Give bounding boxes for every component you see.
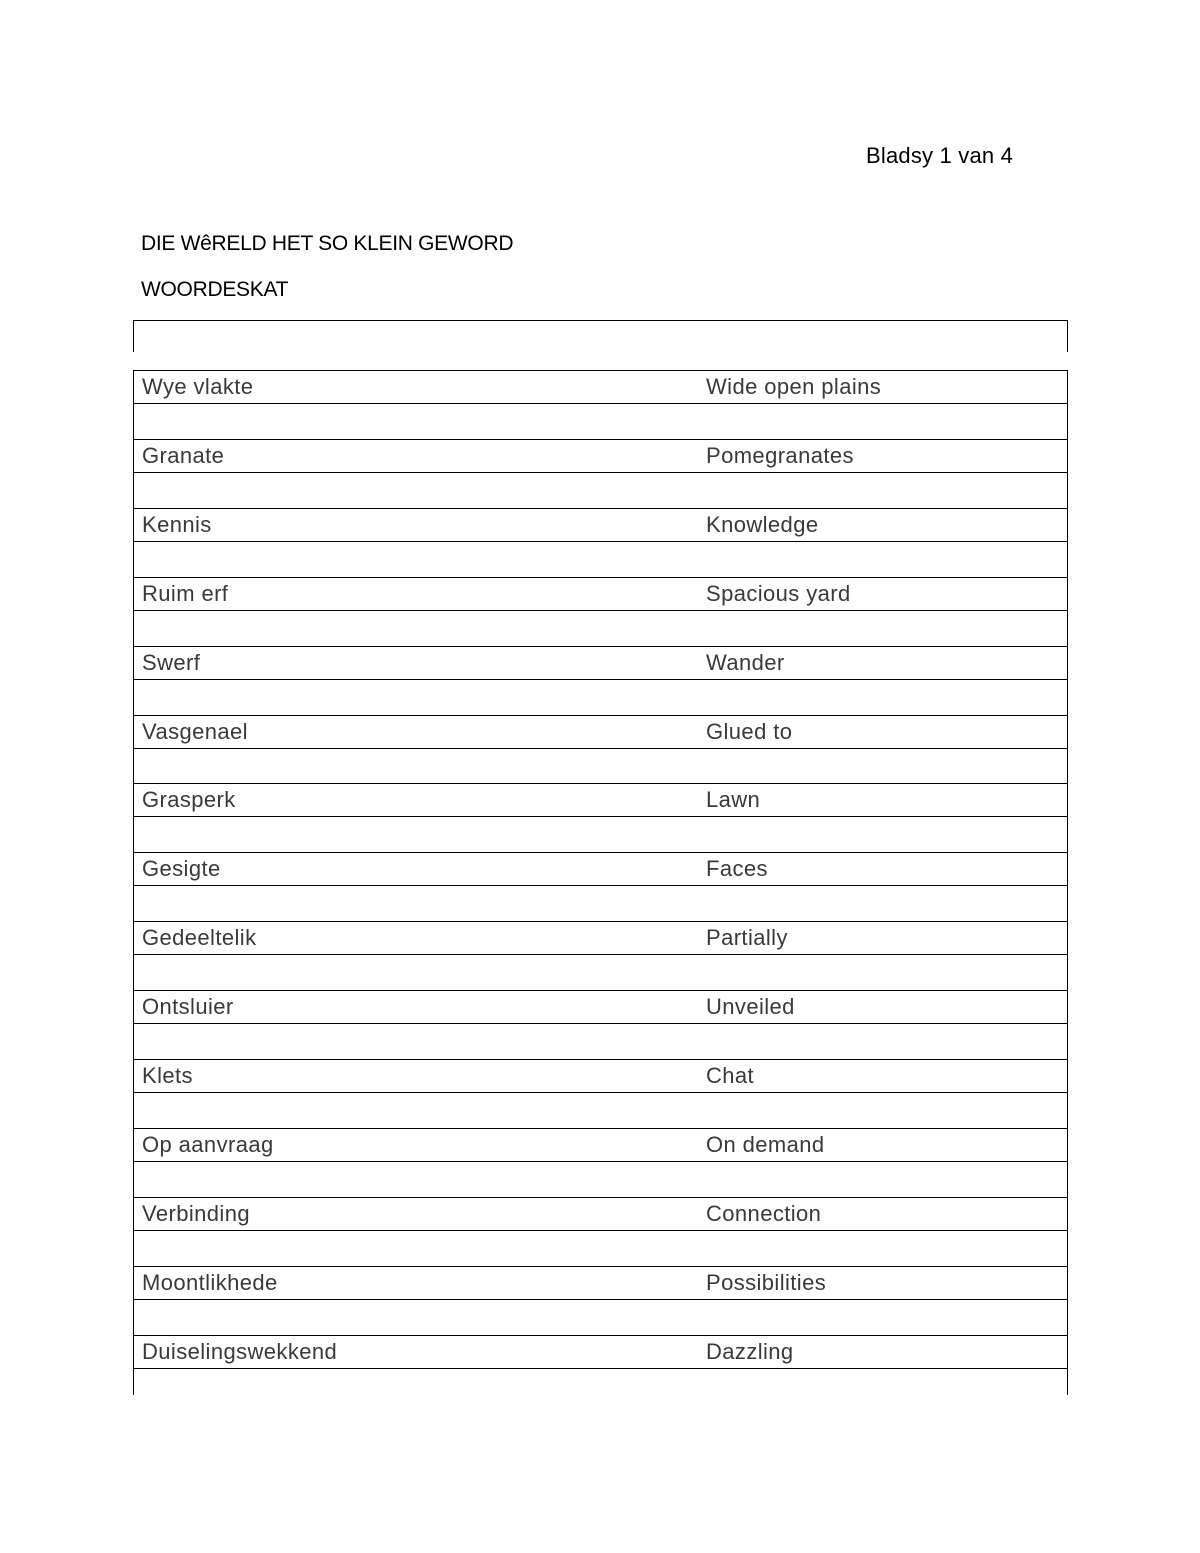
english-translation: Faces [706, 856, 768, 881]
afrikaans-word: Moontlikhede [142, 1270, 278, 1295]
afrikaans-word: Ontsluier [142, 994, 234, 1019]
table-row [134, 577, 1067, 611]
afrikaans-word: Grasperk [142, 787, 236, 812]
document-title: DIE WêRELD HET SO KLEIN GEWORD [141, 232, 514, 255]
english-translation: On demand [706, 1132, 825, 1157]
document-subtitle: WOORDESKAT [141, 278, 289, 301]
afrikaans-word: Vasgenael [142, 719, 248, 744]
english-translation: Possibilities [706, 1270, 827, 1295]
english-translation: Connection [706, 1201, 822, 1226]
table-row [134, 508, 1067, 542]
table-row [134, 1335, 1067, 1369]
english-translation: Glued to [706, 719, 793, 744]
afrikaans-word: Ruim erf [142, 581, 229, 606]
english-translation: Spacious yard [706, 581, 851, 606]
table-row [134, 921, 1067, 955]
table-row [134, 1128, 1067, 1162]
english-translation: Wide open plains [706, 374, 882, 399]
afrikaans-word: Verbinding [142, 1201, 250, 1226]
afrikaans-word: Gedeeltelik [142, 925, 257, 950]
table-row [134, 1266, 1067, 1300]
afrikaans-word: Wye vlakte [142, 374, 254, 399]
table-row [134, 1059, 1067, 1093]
afrikaans-word: Klets [142, 1063, 193, 1088]
english-translation: Lawn [706, 787, 761, 812]
table-row [134, 370, 1067, 404]
table-row [134, 715, 1067, 749]
english-translation: Chat [706, 1063, 755, 1088]
english-translation: Dazzling [706, 1339, 794, 1364]
table-header-box [133, 320, 1068, 352]
english-translation: Pomegranates [706, 443, 854, 468]
table-row [134, 990, 1067, 1024]
english-translation: Knowledge [706, 512, 819, 537]
english-translation: Partially [706, 925, 788, 950]
vocabulary-table [133, 370, 1068, 1395]
afrikaans-word: Granate [142, 443, 225, 468]
page-number: Bladsy 1 van 4 [866, 143, 1014, 168]
english-translation: Wander [706, 650, 785, 675]
table-row [134, 1197, 1067, 1231]
afrikaans-word: Gesigte [142, 856, 221, 881]
afrikaans-word: Swerf [142, 650, 201, 675]
english-translation: Unveiled [706, 994, 795, 1019]
table-row [134, 783, 1067, 817]
afrikaans-word: Op aanvraag [142, 1132, 274, 1157]
table-row [134, 439, 1067, 473]
table-row [134, 646, 1067, 680]
afrikaans-word: Kennis [142, 512, 212, 537]
table-row [134, 852, 1067, 886]
afrikaans-word: Duiselingswekkend [142, 1339, 338, 1364]
